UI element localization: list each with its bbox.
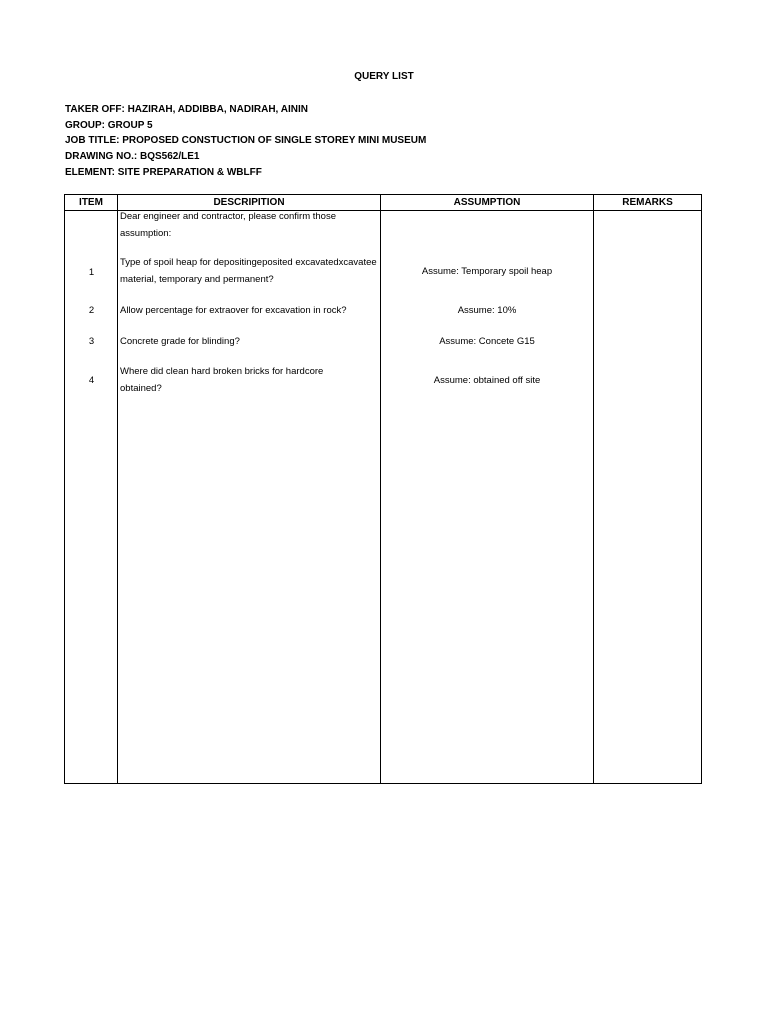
drawing-no-line: DRAWING NO.: BQS562/LE1 bbox=[65, 151, 200, 163]
page-title: QUERY LIST bbox=[354, 71, 414, 82]
row-description: Concrete grade for blinding? bbox=[120, 336, 240, 347]
group-line: GROUP: GROUP 5 bbox=[65, 119, 153, 131]
row-item-number: 1 bbox=[88, 267, 95, 278]
row-item-number: 2 bbox=[88, 305, 95, 316]
intro-text: Dear engineer and contractor, please confirm those assumption: bbox=[120, 211, 336, 239]
column-divider bbox=[593, 195, 594, 783]
row-assumption: Assume: 10% bbox=[457, 305, 517, 316]
header-info bbox=[65, 102, 426, 180]
element-line: ELEMENT: SITE PREPARATION & WBLFF bbox=[65, 166, 262, 178]
row-description: Where did clean hard broken bricks for hardcore obtained? bbox=[120, 366, 324, 394]
header-item: ITEM bbox=[79, 197, 103, 208]
column-divider bbox=[380, 195, 381, 783]
row-item-number: 3 bbox=[88, 336, 95, 347]
row-item-number: 4 bbox=[88, 375, 95, 386]
column-divider bbox=[117, 195, 118, 783]
query-table bbox=[64, 194, 702, 784]
row-description: Allow percentage for extraover for excavation in rock? bbox=[120, 305, 347, 316]
row-description: Type of spoil heap for depositingeposited excavatedxcavatee material, temporary and permanent? bbox=[120, 257, 377, 285]
row-assumption: Assume: Concete G15 bbox=[439, 336, 535, 347]
header-assumption: ASSUMPTION bbox=[453, 197, 521, 208]
header-description: DESCRIPITION bbox=[213, 197, 285, 208]
job-title-line: JOB TITLE: PROPOSED CONSTUCTION OF SINGLE STOREY MINI MUSEUM bbox=[65, 135, 427, 147]
header-remarks: REMARKS bbox=[622, 197, 673, 208]
taker-off-line: TAKER OFF: HAZIRAH, ADDIBBA, NADIRAH, AININ bbox=[65, 104, 308, 115]
row-assumption: Assume: Temporary spoil heap bbox=[421, 266, 553, 277]
row-assumption: Assume: obtained off site bbox=[433, 375, 541, 386]
